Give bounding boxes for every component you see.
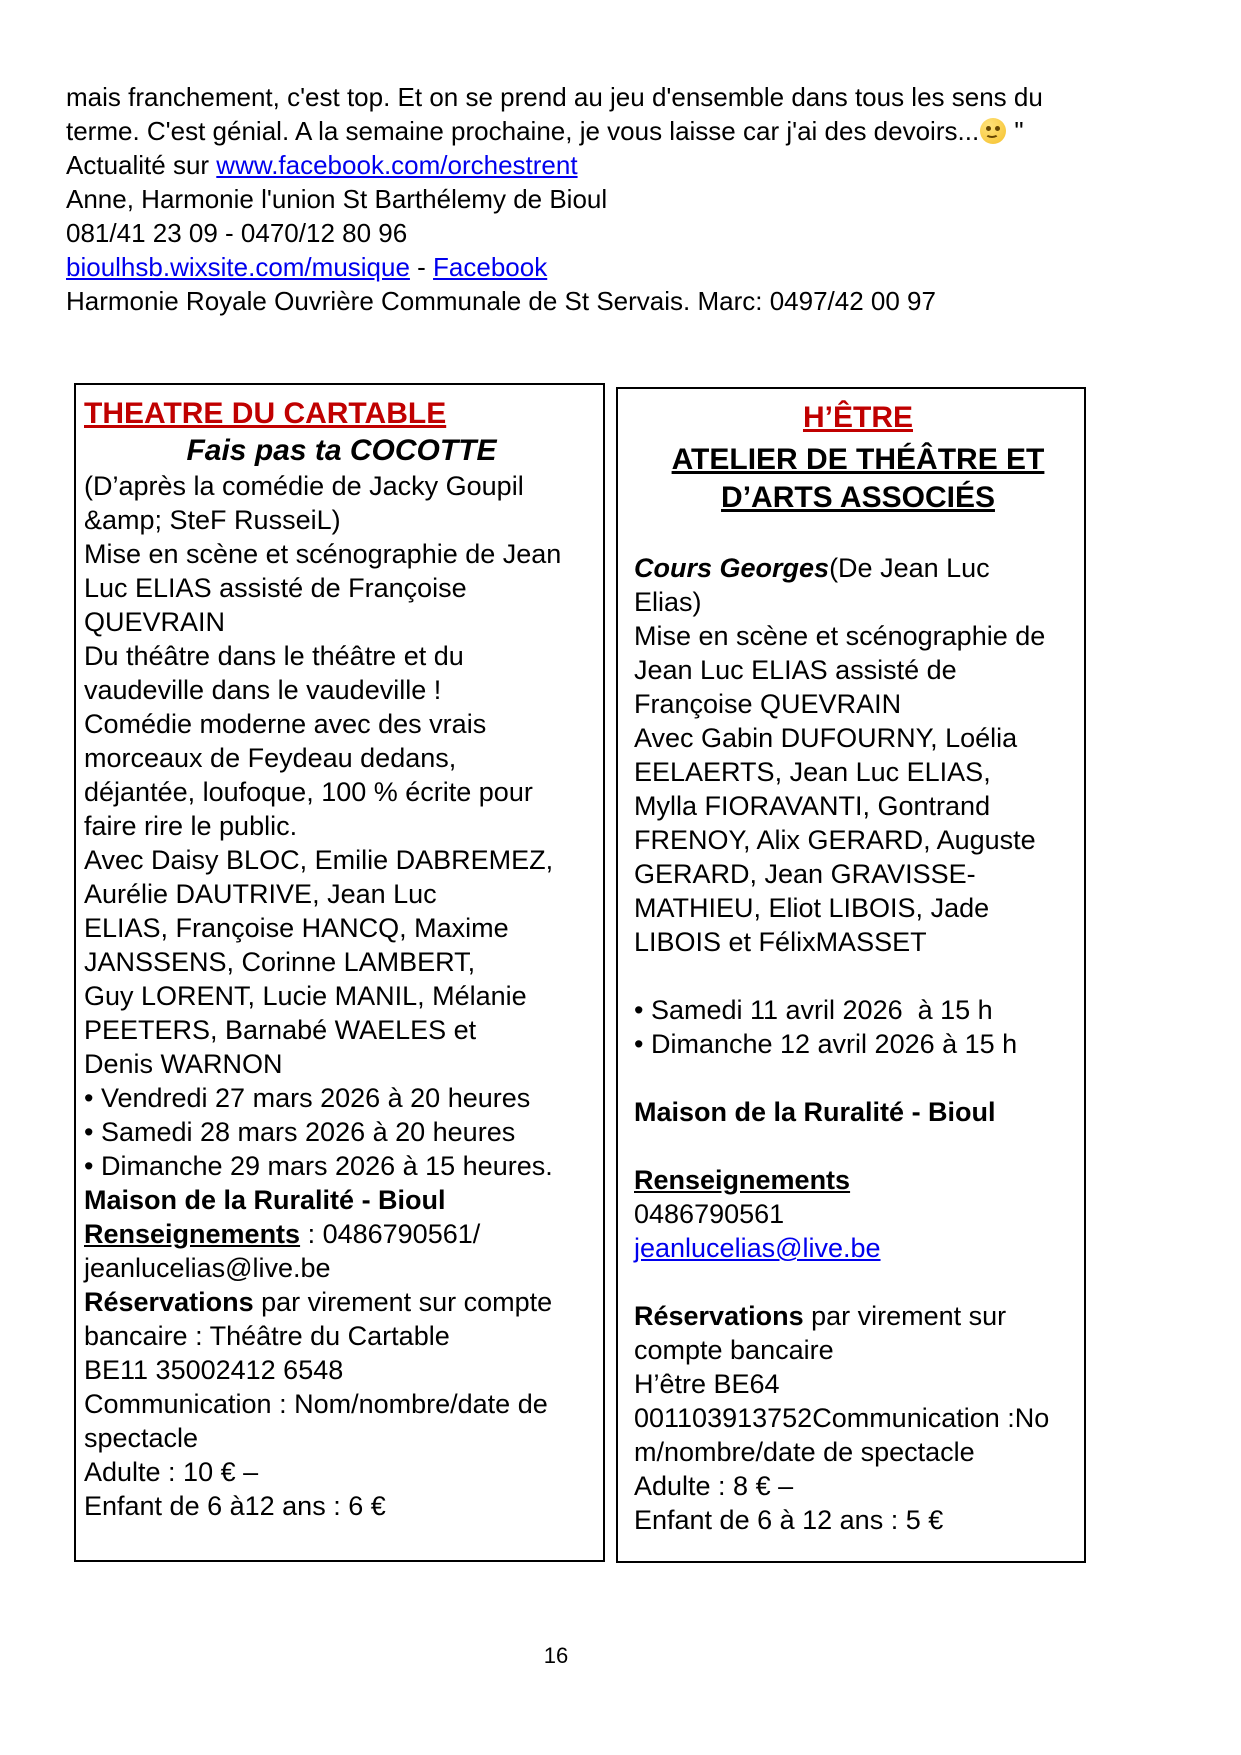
text-segment: mais franchement, c'est top. Et on se prend au jeu d'ensemble dans tous les sens du [66, 82, 1043, 112]
text-segment: ATELIER DE THÉÂTRE ET [671, 443, 1045, 476]
text-line [634, 1163, 1082, 1197]
text-segment: Réservations [84, 1287, 254, 1317]
text-segment: déjantée, loufoque, 100 % écrite pour [84, 777, 533, 807]
text-segment: Enfant de 6 à12 ans : 6 € [84, 1491, 386, 1521]
text-segment: Françoise QUEVRAIN [634, 689, 902, 719]
text-line [634, 1027, 1082, 1061]
text-segment: vaudeville dans le vaudeville ! [84, 675, 442, 705]
text-segment: ELIAS, Françoise HANCQ, Maxime [84, 913, 509, 943]
text-segment: Maison de la Ruralité - Bioul [84, 1185, 446, 1215]
text-line [634, 1095, 1082, 1129]
text-segment: Guy LORENT, Lucie MANIL, Mélanie [84, 981, 527, 1011]
text-line [84, 1353, 599, 1387]
text-segment: m/nombre/date de spectacle [634, 1437, 975, 1467]
text-line [84, 1319, 599, 1353]
text-segment: Aurélie DAUTRIVE, Jean Luc [84, 879, 437, 909]
right-box-subtitle [634, 441, 1082, 517]
text-line [84, 673, 599, 707]
text-line [84, 1047, 599, 1081]
wink-emoji [980, 118, 1006, 144]
text-segment: 081/41 23 09 - 0470/12 80 96 [66, 218, 408, 248]
text-segment: (D’après la comédie de Jacky Goupil [84, 471, 524, 501]
text-line [634, 1367, 1082, 1401]
text-segment: D’ARTS ASSOCIÉS [721, 481, 995, 514]
text-segment: Enfant de 6 à 12 ans : 5 € [634, 1505, 944, 1535]
right-box-title [634, 399, 1082, 437]
text-line [84, 877, 599, 911]
text-line [84, 571, 599, 605]
text-line [634, 789, 1082, 823]
text-segment: PEETERS, Barnabé WAELES et [84, 1015, 477, 1045]
text-segment: GERARD, Jean GRAVISSE- [634, 859, 976, 889]
text-line [66, 148, 1056, 182]
text-segment: par virement sur compte [253, 1287, 553, 1317]
text-line [634, 1197, 1082, 1231]
text-segment: (De Jean Luc [829, 553, 990, 583]
text-line [84, 1081, 599, 1115]
text-line [84, 741, 599, 775]
text-line [84, 605, 599, 639]
text-segment: H’être BE64 [634, 1369, 780, 1399]
text-line [634, 1061, 1082, 1095]
text-segment: Adulte : 10 € – [84, 1457, 259, 1487]
text-segment: • Samedi 11 avril 2026 à 15 h [634, 995, 993, 1025]
text-line [634, 891, 1082, 925]
text-segment: jeanlucelias@live.be [84, 1253, 331, 1283]
bioulhsb-link[interactable]: bioulhsb.wixsite.com/musique [66, 252, 410, 282]
orchestrent-link[interactable]: www.facebook.com/orchestrent [216, 150, 578, 180]
text-segment: Elias) [634, 587, 702, 617]
text-line [634, 1265, 1082, 1299]
text-segment: Renseignements [634, 1165, 851, 1195]
text-line [84, 503, 599, 537]
text-segment: Mise en scène et scénographie de [634, 621, 1046, 651]
text-line [84, 537, 599, 571]
text-line [634, 1401, 1082, 1435]
text-line [634, 1333, 1082, 1367]
text-line [84, 1421, 599, 1455]
text-segment: Cours Georges [634, 553, 830, 583]
left-box-title [84, 395, 599, 433]
text-segment: Jean Luc ELIAS assisté de [634, 655, 957, 685]
text-line [66, 216, 1056, 250]
left-box-subtitle: Fais pas ta COCOTTE [186, 434, 497, 467]
text-line [634, 755, 1082, 789]
text-line [634, 687, 1082, 721]
hetre-box [616, 387, 1086, 1563]
text-segment: • Vendredi 27 mars 2026 à 20 heures [84, 1083, 531, 1113]
text-line [84, 911, 599, 945]
text-line [634, 441, 1082, 479]
text-line [84, 1115, 599, 1149]
text-line [84, 1455, 599, 1489]
text-line [84, 639, 599, 673]
text-line [634, 1435, 1082, 1469]
text-segment: : 0486790561/ [300, 1219, 481, 1249]
text-line [66, 182, 1056, 216]
text-line [634, 993, 1082, 1027]
text-line [634, 823, 1082, 857]
text-segment: • Samedi 28 mars 2026 à 20 heures [84, 1117, 516, 1147]
text-line [84, 1285, 599, 1319]
text-line [66, 250, 1056, 284]
text-line [84, 1217, 599, 1251]
text-segment: spectacle [84, 1423, 199, 1453]
text-segment: - [409, 252, 434, 282]
text-segment: Mylla FIORAVANTI, Gontrand [634, 791, 991, 821]
text-segment: Avec Daisy BLOC, Emilie DABREMEZ, [84, 845, 554, 875]
text-line [84, 469, 599, 503]
text-line [84, 809, 599, 843]
text-segment: bancaire : Théâtre du Cartable [84, 1321, 450, 1351]
text-line [634, 479, 1082, 517]
text-line [84, 1251, 599, 1285]
text-segment: faire rire le public. [84, 811, 298, 841]
text-line [634, 619, 1082, 653]
text-segment: compte bancaire [634, 1335, 834, 1365]
text-line [634, 857, 1082, 891]
page-number: 16 [543, 1643, 569, 1668]
text-line [66, 114, 1056, 148]
text-line [84, 1183, 599, 1217]
right-box-title-text: H’ÊTRE [802, 401, 913, 434]
text-line [84, 979, 599, 1013]
text-segment: terme. C'est génial. A la semaine prochaine, je vous laisse car j'ai des devoirs... [66, 116, 980, 146]
text-segment: Mise en scène et scénographie de Jean [84, 539, 562, 569]
text-line [84, 945, 599, 979]
text-line [634, 585, 1082, 619]
text-segment: Du théâtre dans le théâtre et du [84, 641, 464, 671]
theatre-du-cartable-box [74, 383, 605, 1562]
text-line [634, 653, 1082, 687]
jeanlucelias-link[interactable]: jeanlucelias@live.be [634, 1233, 881, 1263]
text-segment: JANSSENS, Corinne LAMBERT, [84, 947, 476, 977]
text-segment: Harmonie Royale Ouvrière Communale de St Servais. Marc: 0497/42 00 97 [66, 286, 936, 316]
text-segment: LIBOIS et FélixMASSET [634, 927, 927, 957]
text-segment: par virement sur [803, 1301, 1007, 1331]
text-line [634, 1469, 1082, 1503]
text-segment: Anne, Harmonie l'union St Barthélemy de Bioul [66, 184, 608, 214]
text-segment: Réservations [634, 1301, 804, 1331]
text-line [84, 843, 599, 877]
left-box-title-text: THEATRE DU CARTABLE [84, 397, 447, 430]
text-segment: Avec Gabin DUFOURNY, Loélia [634, 723, 1018, 753]
text-line [634, 721, 1082, 755]
text-segment: Adulte : 8 € – [634, 1471, 794, 1501]
text-line [634, 551, 1082, 585]
text-segment: Denis WARNON [84, 1049, 283, 1079]
text-segment: EELAERTS, Jean Luc ELIAS, [634, 757, 991, 787]
text-segment: Actualité sur [66, 150, 217, 180]
text-segment: 0486790561 [634, 1199, 785, 1229]
text-segment: • Dimanche 12 avril 2026 à 15 h [634, 1029, 1018, 1059]
text-segment: " [1007, 116, 1024, 146]
text-segment: • Dimanche 29 mars 2026 à 15 heures. [84, 1151, 553, 1181]
text-line [66, 284, 1056, 318]
facebook-link[interactable]: Facebook [433, 252, 548, 282]
text-segment: BE11 35002412 6548 [84, 1355, 344, 1385]
text-segment: Luc ELIAS assisté de Françoise [84, 573, 467, 603]
text-line [84, 775, 599, 809]
text-line [84, 707, 599, 741]
intro-paragraph [66, 80, 1056, 318]
text-line [84, 1149, 599, 1183]
text-segment: QUEVRAIN [84, 607, 226, 637]
text-line [634, 959, 1082, 993]
left-box-body [84, 469, 599, 1523]
text-segment: Renseignements [84, 1219, 301, 1249]
text-line [634, 1129, 1082, 1163]
text-line [66, 80, 1056, 114]
text-line [84, 1013, 599, 1047]
text-line [634, 925, 1082, 959]
text-segment: &amp; SteF RusseiL) [84, 505, 341, 535]
text-segment: FRENOY, Alix GERARD, Auguste [634, 825, 1036, 855]
text-line [84, 1387, 599, 1421]
text-segment: morceaux de Feydeau dedans, [84, 743, 457, 773]
text-line [84, 1489, 599, 1523]
text-segment: MATHIEU, Eliot LIBOIS, Jade [634, 893, 990, 923]
text-line [634, 1299, 1082, 1333]
text-line [634, 1231, 1082, 1265]
text-segment: Maison de la Ruralité - Bioul [634, 1097, 996, 1127]
text-segment: Comédie moderne avec des vrais [84, 709, 487, 739]
text-line [634, 1503, 1082, 1537]
right-box-body [634, 517, 1082, 1537]
text-line [634, 517, 1082, 551]
text-segment: 001103913752Communication :No [634, 1403, 1050, 1433]
text-segment: Communication : Nom/nombre/date de [84, 1389, 548, 1419]
